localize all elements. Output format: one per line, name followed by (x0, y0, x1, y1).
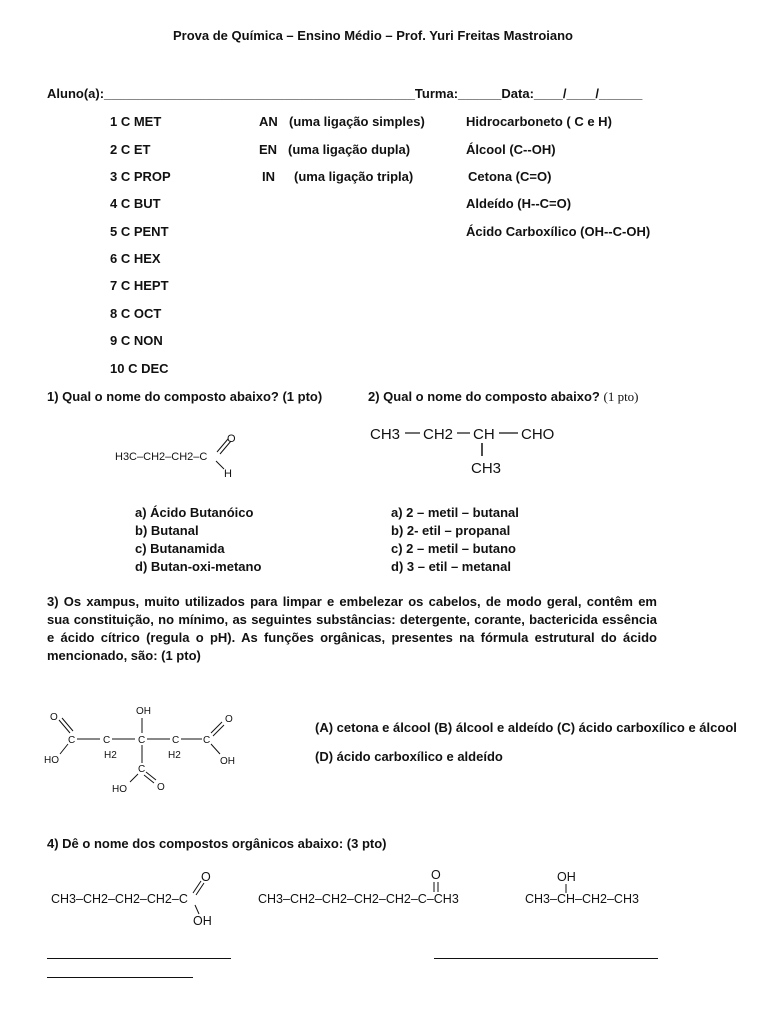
atom-o: O (50, 712, 58, 723)
atom-c: C (138, 735, 146, 746)
q4-compound-3 (520, 865, 660, 915)
q3-text: 3) Os xampus, muito utilizados para limpar e embelezar os cabelos, de modo geral, contêm em sua constituição, no mínimo, as seguintes substâncias: detergente, corante, bactericida essência e ácido cítrico (regula o pH). As funções orgânicas, presentes na fórmula estrutural do ácido mencionado, são: (1 pto) (47, 594, 657, 663)
q2-option-b[interactable]: b) 2- etil – propanal (391, 523, 511, 538)
atom-o: O (431, 868, 441, 882)
q1-hydrogen: H (224, 468, 232, 480)
q2-ch2: CH2 (423, 426, 454, 443)
q1-option-d[interactable]: d) Butan-oxi-metano (135, 559, 262, 574)
q2-ch: CH (473, 426, 495, 443)
q4-compound-1 (45, 865, 255, 930)
prefix-item: 1 C MET (110, 114, 162, 129)
q1-oxygen: O (227, 433, 236, 445)
prefix-item: 2 C ET (110, 142, 151, 157)
atom-o: O (157, 782, 165, 793)
function-item: Ácido Carboxílico (OH--C-OH) (466, 224, 651, 239)
answer-line-2[interactable] (434, 958, 658, 959)
infix-desc: (uma ligação tripla) (294, 169, 414, 184)
q2-structure (365, 420, 565, 480)
q4-compound-3-formula: CH3–CH–CH2–CH3 (525, 892, 639, 906)
citric-acid-structure (40, 700, 260, 800)
atom-c: C (103, 735, 111, 746)
page-title: Prova de Química – Ensino Médio – Prof. Yuri Freitas Mastroiano (173, 28, 573, 43)
function-item: Aldeído (H--C=O) (466, 196, 572, 211)
q1-option-a[interactable]: a) Ácido Butanóico (135, 505, 254, 520)
q2-question-text: 2) Qual o nome do composto abaixo? (368, 389, 600, 404)
infix-code: AN (259, 114, 278, 129)
atom-o: O (225, 714, 233, 725)
prefix-item: 9 C NON (110, 333, 163, 348)
function-item: Cetona (C=O) (468, 169, 552, 184)
q2-option-d[interactable]: d) 3 – etil – metanal (391, 559, 511, 574)
atom-h2: H2 (104, 750, 117, 761)
q2-cho: CHO (521, 426, 555, 443)
atom-oh: OH (136, 706, 151, 717)
atom-oh: OH (193, 914, 212, 928)
prefix-item: 4 C BUT (110, 196, 161, 211)
atom-ho: HO (112, 784, 127, 795)
q4-compound-2 (255, 865, 495, 915)
q4-compound-2-formula: CH3–CH2–CH2–CH2–CH2–C–CH3 (258, 892, 459, 906)
prefix-item: 8 C OCT (110, 306, 162, 321)
q2-points: (1 pto) (603, 389, 639, 404)
atom-oh: OH (557, 870, 576, 884)
q4-compound-1-formula: CH3–CH2–CH2–CH2–C (51, 892, 188, 906)
infix-code: IN (262, 169, 275, 184)
q3-options-line1[interactable]: (A) cetona e álcool (B) álcool e aldeído (C) ácido carboxílico e álcool (315, 720, 737, 735)
atom-oh: OH (220, 756, 235, 767)
q1-question: 1) Qual o nome do composto abaixo? (1 pto) (47, 389, 323, 404)
infix-desc: (uma ligação simples) (289, 114, 425, 129)
atom-c: C (203, 735, 211, 746)
infix-code: EN (259, 142, 278, 157)
prefix-item: 7 C HEPT (110, 278, 169, 293)
atom-h2: H2 (168, 750, 181, 761)
q4-question: 4) Dê o nome dos compostos orgânicos abaixo: (3 pto) (47, 836, 387, 851)
q2-question (368, 389, 639, 405)
q1-option-c[interactable]: c) Butanamida (135, 541, 225, 556)
atom-c: C (68, 735, 76, 746)
prefix-item: 6 C HEX (110, 251, 161, 266)
q1-formula: H3C–CH2–CH2–C (115, 451, 208, 463)
q1-structure (110, 425, 250, 485)
function-item: Hidrocarboneto ( C e H) (466, 114, 612, 129)
atom-c: C (138, 764, 146, 775)
prefix-item: 10 C DEC (110, 361, 169, 376)
q1-option-b[interactable]: b) Butanal (135, 523, 199, 538)
answer-line-3[interactable] (47, 977, 193, 978)
answer-line-1[interactable] (47, 958, 231, 959)
student-info-line[interactable]: Aluno(a):___________________________________________Turma:______Data:____/____/______ (47, 86, 643, 101)
q2-ch3: CH3 (370, 426, 401, 443)
q3-options-line2[interactable]: (D) ácido carboxílico e aldeído (315, 749, 503, 764)
atom-ho: HO (44, 755, 59, 766)
prefix-item: 5 C PENT (110, 224, 169, 239)
q2-branch: CH3 (471, 460, 502, 477)
q2-option-c[interactable]: c) 2 – metil – butano (391, 541, 516, 556)
atom-c: C (172, 735, 180, 746)
infix-desc: (uma ligação dupla) (288, 142, 411, 157)
q2-option-a[interactable]: a) 2 – metil – butanal (391, 505, 519, 520)
atom-o: O (201, 870, 211, 884)
function-item: Álcool (C--OH) (466, 142, 556, 157)
prefix-item: 3 C PROP (110, 169, 171, 184)
